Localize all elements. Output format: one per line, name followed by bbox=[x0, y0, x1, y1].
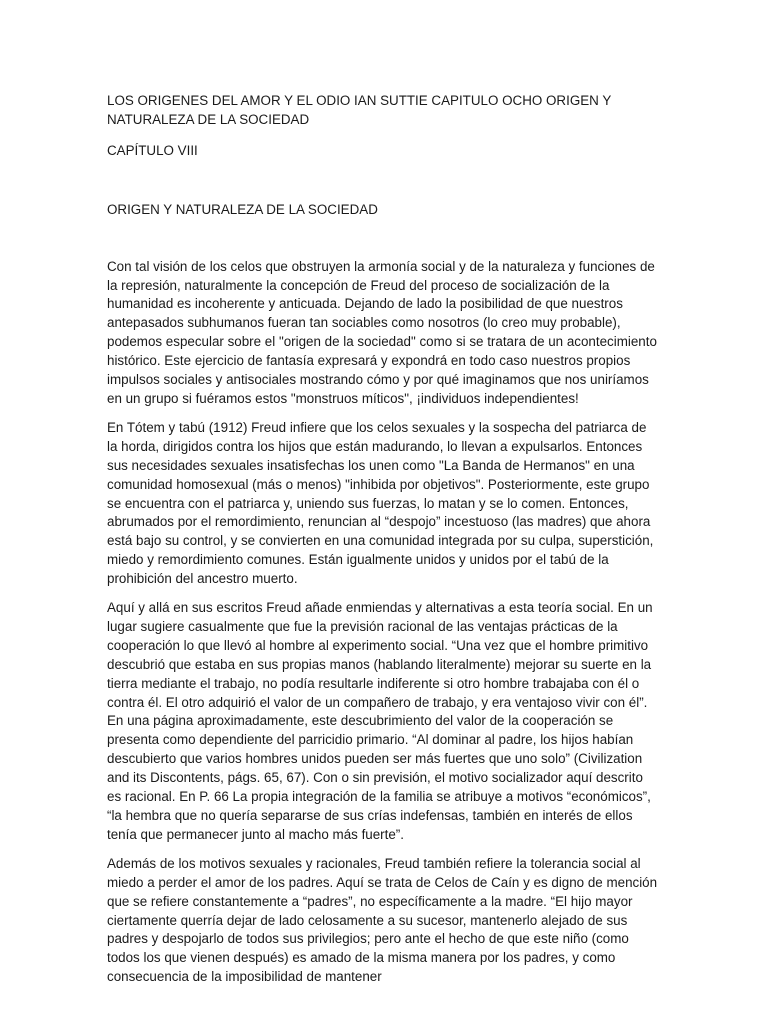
paragraph-4: Además de los motivos sexuales y racionales, Freud también refiere la tolerancia social al miedo a perder el amor de los padres. Aquí se trata de Celos de Caín y es digno de mención que se refiere constantemente a “padres”, no específicamente a la madre. “El hijo mayor ciertamente querría dejar de lado celosamente a su sucesor, mantenerlo alejado de sus padres y despojarlo de todos sus privilegios; pero ante el hecho de que este niño (como todos los que vienen después) es amado de la misma manera por los padres, y como consecuencia de la imposibilidad de mantener bbox=[107, 855, 658, 985]
paragraph-2: En Tótem y tabú (1912) Freud infiere que los celos sexuales y la sospecha del patriarca de la horda, dirigidos contra los hijos que están madurando, lo llevan a expulsarlos. Entonces sus necesidades sexuales insatisfechas los unen como "La Banda de Hermanos" en una comunidad homosexual (más o menos) "inhibida por objetivos". Posteriormente, este grupo se encuentra con el patriarca y, uniendo sus fuerzas, lo matan y se lo comen. Entonces, abrumados por el remordimiento, renuncian al “despojo” incestuoso (las madres) que ahora está bajo su control, y se convierten en una comunidad integrada por su culpa, superstición, miedo y remordimiento comunes. Están igualmente unidos y unidos por el tabú de la prohibición del ancestro muerto. bbox=[107, 419, 654, 587]
document-body bbox=[107, 92, 659, 997]
section-title: ORIGEN Y NATURALEZA DE LA SOCIEDAD bbox=[107, 201, 378, 217]
paragraph-1: Con tal visión de los celos que obstruyen la armonía social y de la naturaleza y funciones de la represión, naturalmente la concepción de Freud del proceso de socialización de la humanidad es incoherente y anticuada. Dejando de lado la posibilidad de que nuestros antepasados subhumanos fueran tan sociables como nosotros (lo creo muy probable), podemos especular sobre el "origen de la sociedad" como si se tratara de un acontecimiento histórico. Este ejercicio de fantasía expresará y expondrá en todo caso nuestros propios impulsos sociales y antisociales mostrando cómo y por qué imaginamos que nos uniríamos en un grupo si fuéramos estos "monstruos míticos", ¡individuos independientes! bbox=[107, 258, 657, 406]
paragraph-3: Aquí y allá en sus escritos Freud añade enmiendas y alternativas a esta teoría social. En un lugar sugiere casualmente que fue la previsión racional de las ventajas prácticas de la cooperación lo que llevó al hombre al experimento social. “Una vez que el hombre primitivo descubrió que estaba en sus propias manos (hablando literalmente) mejorar su suerte en la tierra mediante el trabajo, no podía resultarle indiferente si otro hombre trabajaba con él o contra él. El otro adquirió el valor de un compañero de trabajo, y era ventajoso vivir con él”. En una página aproximadamente, este descubrimiento del valor de la cooperación se presenta como dependiente del parricidio primario. “Al dominar al padre, los hijos habían descubierto que varios hombres unidos pueden ser más fuertes que uno solo” (Civilization and its Discontents, págs. 65, 67). Con o sin previsión, el motivo socializador aquí descrito es racional. En P. 66 La propia integración de la familia se atribuye a motivos “económicos”, “la hembra que no quería separarse de sus crías indefensas, también en interés de ellos tenía que permanecer junto al macho más fuerte”. bbox=[107, 600, 653, 842]
document-title: LOS ORIGENES DEL AMOR Y EL ODIO IAN SUTTIE CAPITULO OCHO ORIGEN Y NATURALEZA DE LA SOCIEDAD bbox=[107, 93, 612, 127]
chapter-heading: CAPÍTULO VIII bbox=[107, 142, 198, 158]
